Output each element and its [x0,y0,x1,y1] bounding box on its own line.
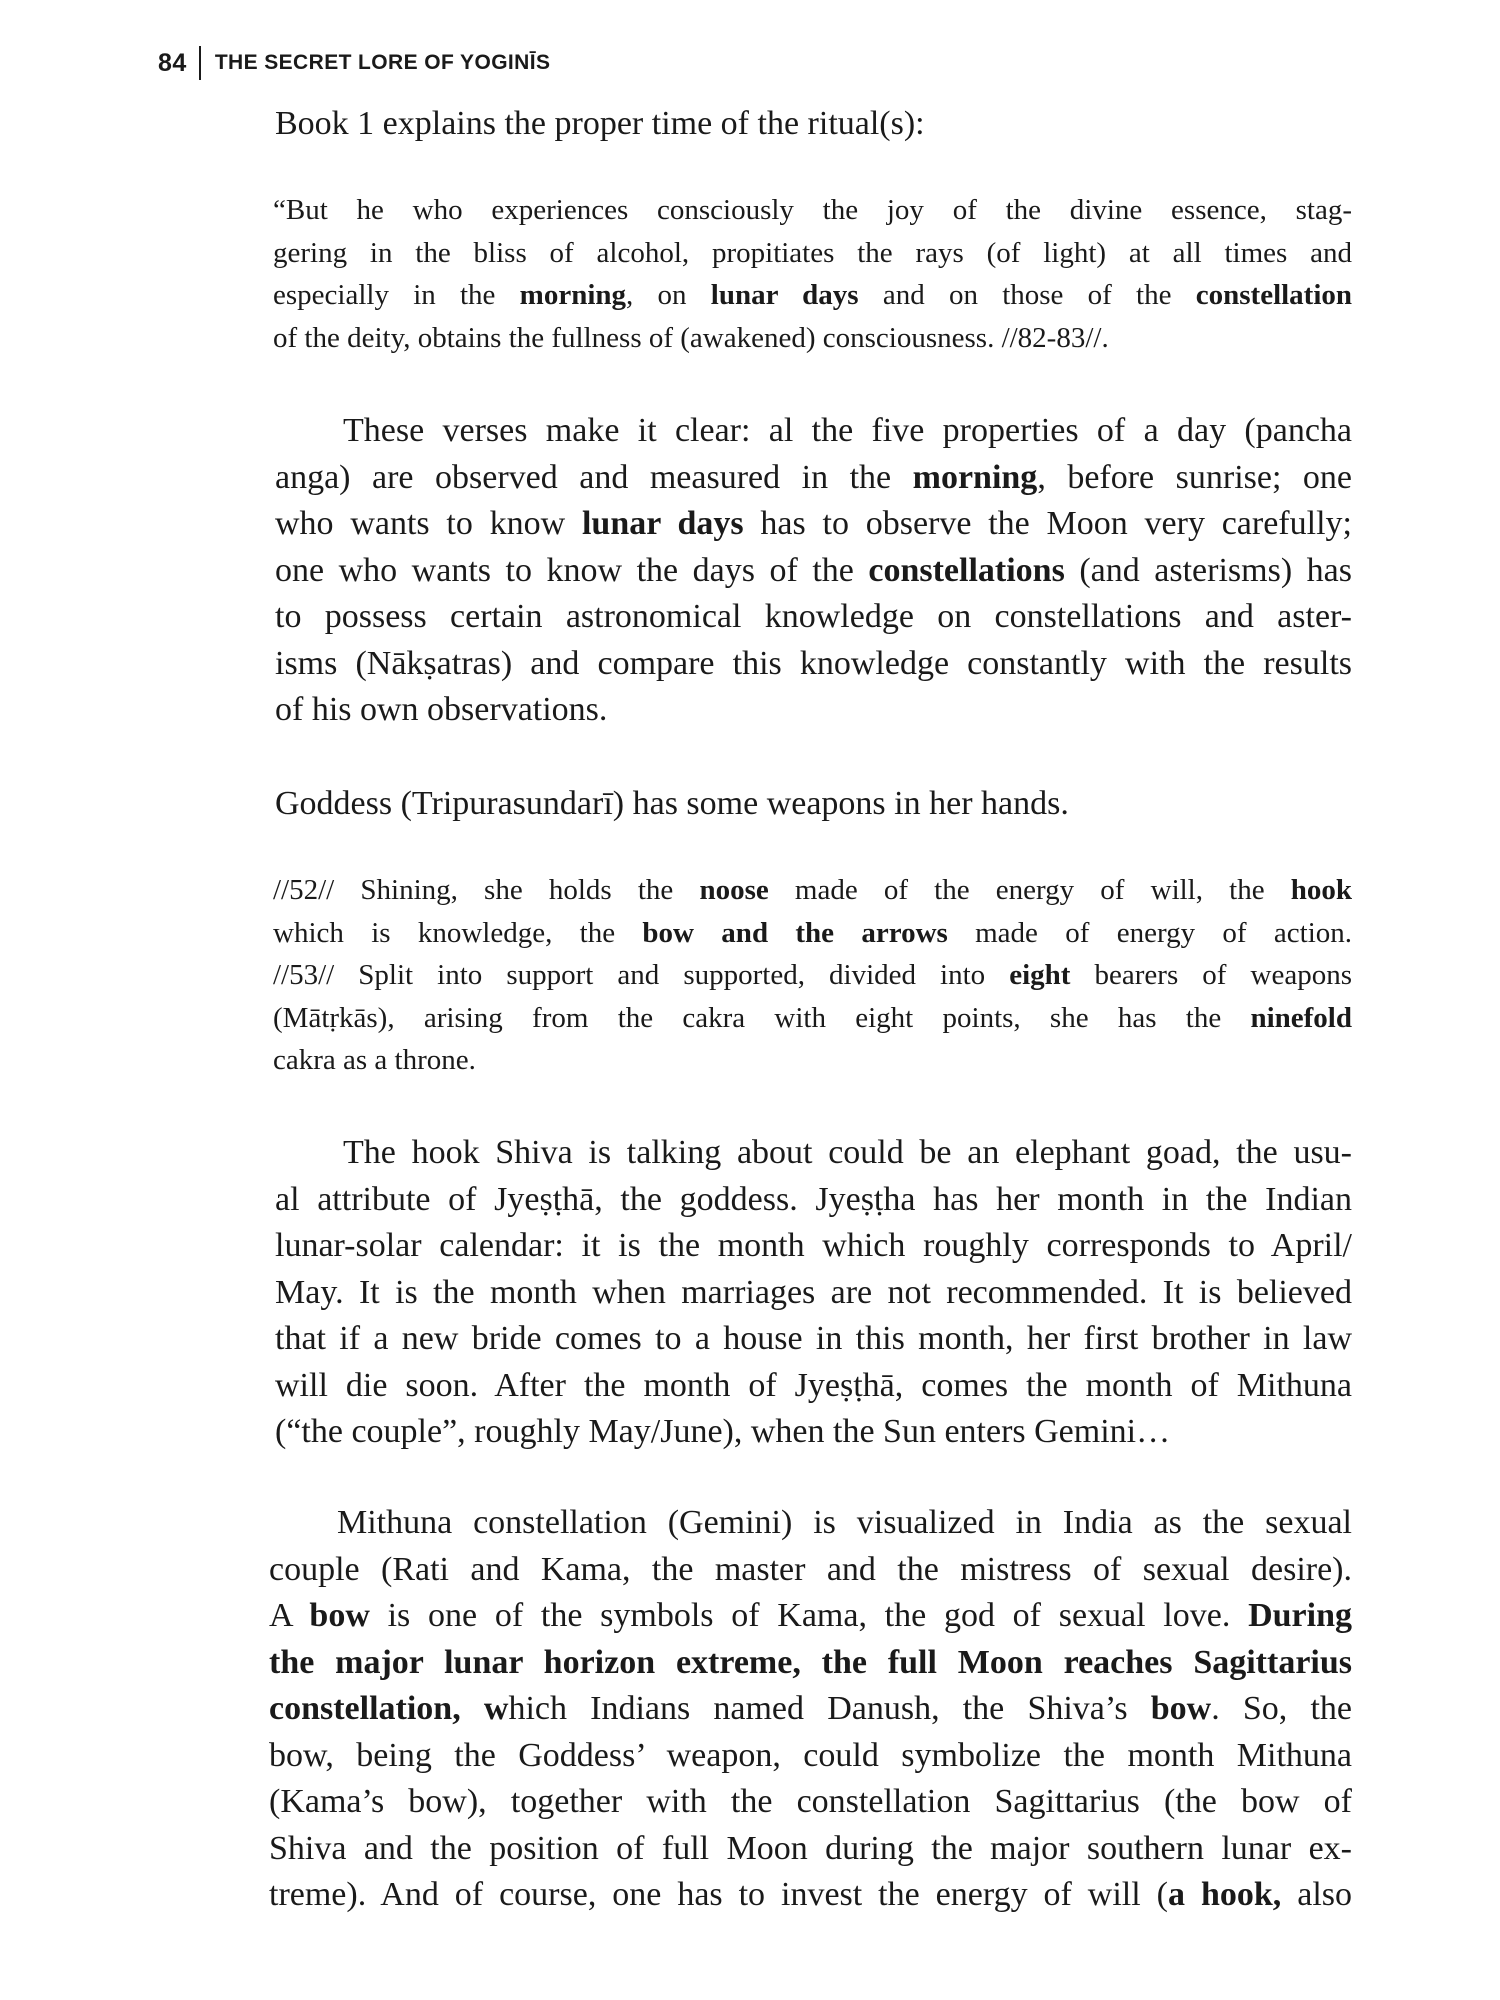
paragraph-five-properties [207,408,1352,734]
para2-line-2: al attribute of Jyeṣṭhā, the goddess. Jyeṣṭha has her month in the Indian [275,1180,1352,1218]
para2-line-4: May. It is the month when marriages are not recommended. It is believed [275,1273,1352,1311]
goddess-paragraph [275,781,1352,828]
header-divider [199,46,201,80]
quote2-line-1: //52// Shining, she holds the noose made of the energy of will, the hook [273,874,1352,906]
para1-line-2: anga) are observed and measured in the morning, before sunrise; one [275,458,1353,496]
para3-line-3: A bow is one of the symbols of Kama, the god of sexual love. During [269,1597,1352,1634]
para1-line-5: to possess certain astronomical knowledge on constellations and aster- [275,598,1352,635]
para3-line-4: the major lunar horizon extreme, the full Moon reaches Sagittarius [269,1643,1352,1681]
goddess-line: Goddess (Tripurasundarī) has some weapons in her hands. [275,785,1069,822]
quote1-line-1: “But he who experiences consciously the joy of the divine essence, stag- [273,194,1352,226]
quote2-line-4: (Mātṛkās), arising from the cakra with eight points, she has the ninefold [273,1001,1352,1034]
para2-line-1: The hook Shiva is talking about could be an elephant goad, the usu- [343,1134,1352,1171]
para1-line-1: These verses make it clear: al the five properties of a day (pancha [343,412,1352,449]
para3-line-6: bow, being the Goddess’ weapon, could symbolize the month Mithuna [269,1736,1352,1774]
quote1-line-2: gering in the bliss of alcohol, propitiates the rays (of light) at all times and [273,236,1352,269]
para2-line-5: that if a new bride comes to a house in this month, her first brother in law [275,1320,1352,1357]
paragraph-mithuna [201,1500,1352,1919]
para3-line-9: treme). And of course, one has to invest the energy of will (a hook, also [269,1876,1352,1913]
para1-line-7: of his own observations. [275,691,608,728]
quote1-line-3: especially in the morning, on lunar days and on those of the constellation [273,279,1353,311]
para1-line-6: isms (Nākṣatras) and compare this knowledge constantly with the results [275,644,1352,682]
quote1-line-4: of the deity, obtains the fullness of (awakened) consciousness. //82-83//. [273,321,1109,354]
quote2-line-2: which is knowledge, the bow and the arrows made of energy of action. [273,916,1352,949]
para1-line-4: one who wants to know the days of the constellations (and asterisms) has [275,551,1352,589]
running-header [158,46,550,80]
quote-verses-82-83 [273,189,1352,359]
para2-line-6: will die soon. After the month of Jyeṣṭhā, comes the month of Mithuna [275,1366,1352,1404]
para3-line-7: (Kama’s bow), together with the constellation Sagittarius (the bow of [269,1783,1352,1820]
running-title: THE SECRET LORE OF YOGINĪS [214,51,551,74]
quote2-line-3: //53// Split into support and supported, divided into eight bearers of weapons [273,959,1352,991]
para3-line-2: couple (Rati and Kama, the master and the mistress of sexual desire). [269,1550,1352,1588]
para1-line-3: who wants to know lunar days has to observe the Moon very carefully; [275,505,1352,542]
intro-paragraph [275,101,1352,148]
para3-line-1: Mithuna constellation (Gemini) is visualized in India as the sexual [337,1504,1352,1541]
quote-verses-52-53 [273,869,1352,1082]
page-number: 84 [158,48,187,77]
intro-line: Book 1 explains the proper time of the ritual(s): [275,105,925,142]
para2-line-7: (“the couple”, roughly May/June), when the Sun enters Gemini… [275,1413,1171,1450]
para3-line-8: Shiva and the position of full Moon during the major southern lunar ex- [269,1829,1352,1867]
para2-line-3: lunar-solar calendar: it is the month which roughly corresponds to April/ [275,1227,1352,1264]
para3-line-5: constellation, which Indians named Danush, the Shiva’s bow. So, the [269,1690,1352,1727]
quote2-line-5: cakra as a throne. [273,1044,476,1076]
paragraph-hook-jyestha [207,1130,1352,1456]
